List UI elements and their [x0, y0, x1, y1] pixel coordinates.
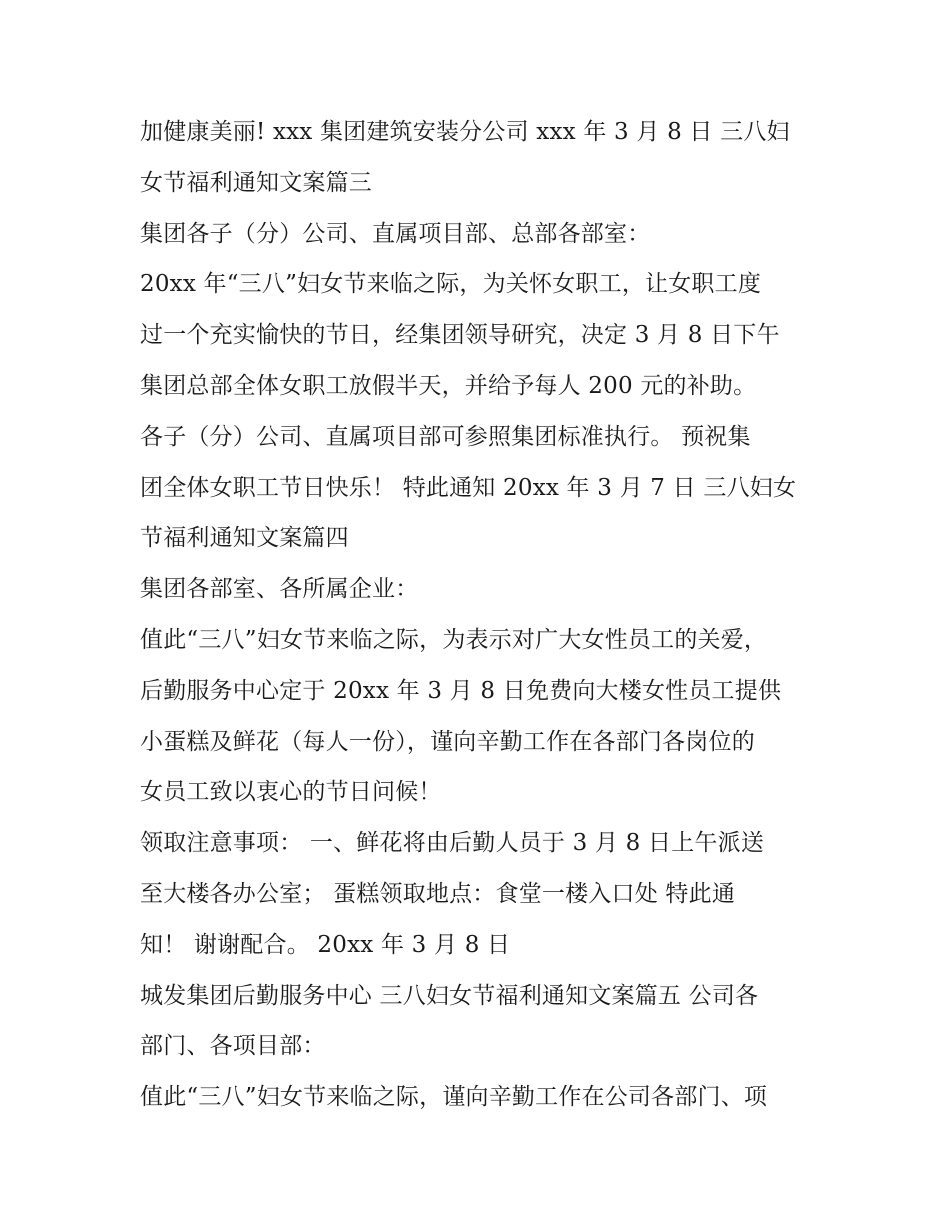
text-line-12: 后勤服务中心定于 20xx 年 3 月 8 日免费向大楼女性员工提供	[140, 677, 782, 704]
text-line-15: 领取注意事项： 一、鲜花将由后勤人员于 3 月 8 日上午派送	[140, 830, 765, 857]
text-line-11: 值此“三八”妇女节来临之际，为表示对广大女性员工的关爱，	[140, 626, 768, 653]
text-line-2: 女节福利通知文案篇三	[140, 169, 372, 196]
text-line-18: 城发集团后勤服务中心 三八妇女节福利通知文案篇五 公司各	[140, 982, 759, 1009]
text-line-9: 节福利通知文案篇四	[140, 525, 349, 552]
text-line-19: 部门、各项目部：	[140, 1033, 326, 1060]
text-line-5: 过一个充实愉快的节日，经集团领导研究，决定 3 月 8 日下午	[140, 322, 780, 349]
text-line-13: 小蛋糕及鲜花（每人一份），谨向辛勤工作在各部门各岗位的	[140, 728, 755, 755]
text-line-4: 20xx 年“三八”妇女节来临之际，为关怀女职工，让女职工度	[140, 271, 762, 298]
text-line-8: 团全体女职工节日快乐！ 特此通知 20xx 年 3 月 7 日 三八妇女	[140, 474, 797, 501]
text-line-16: 至大楼各办公室； 蛋糕领取地点：食堂一楼入口处 特此通	[140, 880, 736, 907]
document-body	[140, 107, 820, 1123]
text-line-1: 加健康美丽! xxx 集团建筑安装分公司 xxx 年 3 月 8 日 三八妇	[140, 119, 790, 145]
text-line-14: 女员工致以衷心的节日问候！	[140, 779, 442, 806]
text-line-17: 知！ 谢谢配合。 20xx 年 3 月 8 日	[140, 931, 511, 958]
text-line-6: 集团总部全体女职工放假半天，并给予每人 200 元的补助。	[140, 372, 757, 399]
text-line-3: 集团各子（分）公司、直属项目部、总部各部室：	[140, 220, 651, 247]
text-line-7: 各子（分）公司、直属项目部可参照集团标准执行。 预祝集	[140, 423, 751, 450]
text-line-20: 值此“三八”妇女节来临之际，谨向辛勤工作在公司各部门、项	[140, 1084, 768, 1111]
text-line-10: 集团各部室、各所属企业：	[140, 576, 419, 603]
